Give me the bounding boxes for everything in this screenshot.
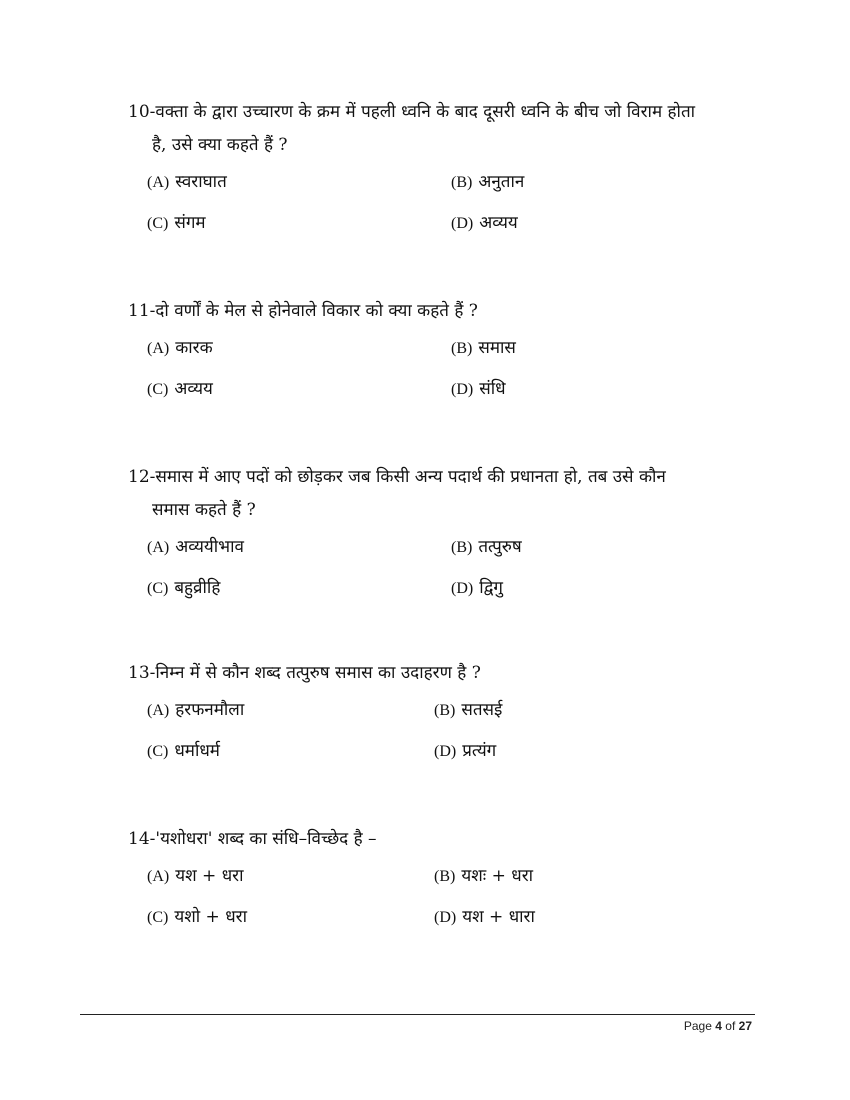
option-c: (C) बहुव्रीहि <box>147 578 221 598</box>
question-13 <box>128 657 753 780</box>
question-text: 'यशोधरा' शब्द का संधि–विच्छेद है – <box>155 829 377 849</box>
question-10 <box>128 96 753 252</box>
option-b: (B) यशः + धरा <box>434 866 534 886</box>
question-number: 10- <box>128 102 156 122</box>
page-word: Page <box>683 1019 712 1033</box>
footer-divider <box>80 1014 755 1015</box>
option-c: (C) यशो + धरा <box>147 907 248 927</box>
options <box>128 336 753 418</box>
option-a: (A) यश + धरा <box>147 866 244 886</box>
question-text: वक्ता के द्वारा उच्चारण के क्रम में पहली ध्वनि के बाद दूसरी ध्वनि के बीच जो विराम होता <box>155 102 696 122</box>
options <box>128 698 753 780</box>
option-d: (D) द्विगु <box>451 578 503 598</box>
option-d: (D) प्रत्यंग <box>434 741 497 761</box>
question-number: 12- <box>128 467 156 487</box>
option-b: (B) समास <box>451 338 516 358</box>
question-text: समास में आए पदों को छोड़कर जब किसी अन्य पदार्थ की प्रधानता हो, तब उसे कौन <box>155 467 666 487</box>
options <box>128 170 753 252</box>
option-b: (B) अनुतान <box>451 172 525 192</box>
question-number: 14- <box>128 829 156 849</box>
question-14 <box>128 823 753 946</box>
option-b: (B) तत्पुरुष <box>451 537 522 557</box>
option-c: (C) धर्माधर्म <box>147 741 220 761</box>
question-text: दो वर्णों के मेल से होनेवाले विकार को क्या कहते हैं ? <box>155 301 478 321</box>
options <box>128 535 753 617</box>
option-b: (B) सतसई <box>434 700 503 720</box>
question-text-continued: है, उसे क्या कहते हैं ? <box>152 135 288 155</box>
question-11 <box>128 295 753 418</box>
option-a: (A) स्वराघात <box>147 172 227 192</box>
option-c: (C) संगम <box>147 213 206 233</box>
question-text: निम्न में से कौन शब्द तत्पुरुष समास का उदाहरण है ? <box>155 663 481 683</box>
question-12 <box>128 461 753 617</box>
option-d: (D) अव्यय <box>451 213 518 233</box>
option-a: (A) हरफनमौला <box>147 700 245 720</box>
option-c: (C) अव्यय <box>147 379 213 399</box>
total-pages-number: 27 <box>738 1019 752 1033</box>
option-d: (D) यश + धारा <box>434 907 535 927</box>
question-number: 13- <box>128 663 156 683</box>
option-a: (A) कारक <box>147 338 213 358</box>
option-a: (A) अव्ययीभाव <box>147 537 244 557</box>
question-text-continued: समास कहते हैं ? <box>152 500 256 520</box>
of-word: of <box>725 1019 736 1033</box>
question-number: 11- <box>128 301 156 321</box>
option-d: (D) संधि <box>451 379 506 399</box>
current-page-number: 4 <box>715 1019 722 1033</box>
page-footer <box>684 1019 752 1033</box>
options <box>128 864 753 946</box>
